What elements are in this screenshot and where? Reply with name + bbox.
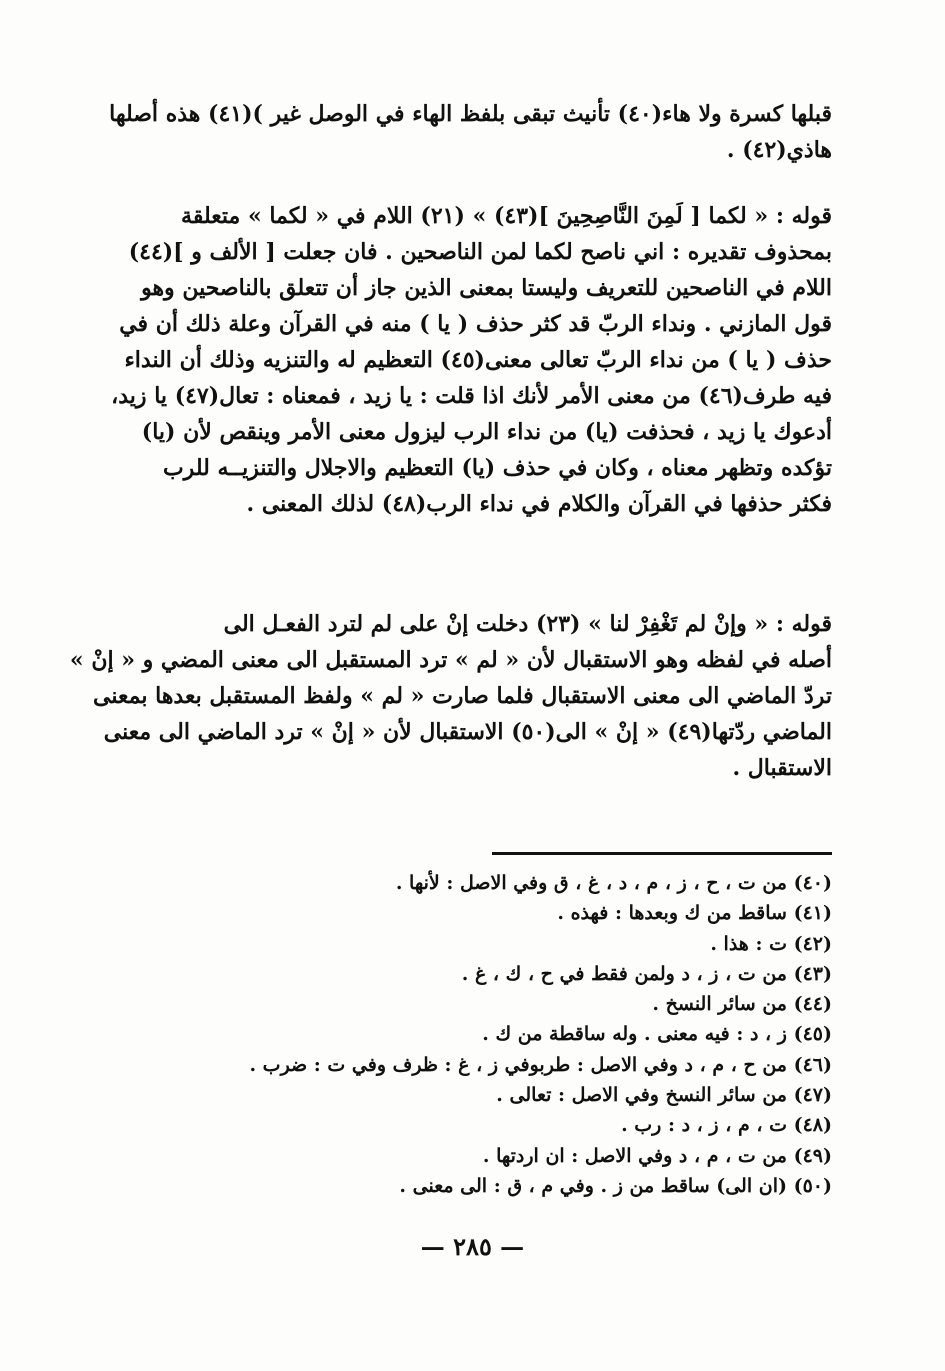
text-line: الاستقبال . (732, 755, 832, 781)
text-line: أصله في لفظه وهو الاستقبال لأن « لم » ترد المستقبل الى معنى المضي و « إنْ » (69, 647, 832, 673)
footnote: (٤٠) من ت ، ح ، ز ، م ، د ، غ ، ق وفي الاصل : لأنها . (395, 872, 832, 894)
text-line: هاذي(٤٢) . (726, 137, 832, 163)
text-line: فكثر حذفها في القرآن والكلام في نداء الرب(٤٨) لذلك المعنى . (246, 491, 832, 517)
footnote: (٤٢) ت : هذا . (710, 932, 832, 955)
footnotes (130, 868, 832, 1201)
text-line: أدعوك يا زيد ، فحذفت (يا) من نداء الرب ليزول معنى الأمر وينقص لأن (يا) (141, 419, 832, 445)
footnote: (٤٦) من ح ، م ، د وفي الاصل : طربوفي ز ، غ : ظرف وفي ت : ضرب . (249, 1053, 832, 1076)
paragraph-3 (69, 606, 832, 786)
footnote: (٥٠) (ان الى) ساقط من ز . وفي م ، ق : الى معنى . (399, 1174, 832, 1197)
text-line: قوله : « وإنْ لم تَغْفِرْ لنا » (٢٣) دخلت إنْ على لم لترد الفعـل الى (223, 611, 832, 637)
paragraph-2 (111, 198, 832, 522)
text-line: حذف ( يا ) من نداء الربّ تعالى معنى(٤٥) التعظيم له والتنزيه وذلك أن النداء (124, 347, 832, 373)
footnote: (٤٥) ز ، د : فيه معنى . وله ساقطة من ك . (482, 1023, 832, 1046)
footnote-divider (492, 852, 832, 855)
text-line: قبلها كسرة ولا هاء(٤٠) تأنيث تبقى بلفظ الهاء في الوصل غير )(٤١) هذه أصلها (109, 101, 832, 127)
page-number: — ٢٨٥ — (420, 1232, 525, 1261)
text-line: فيه طرف(٤٦) من معنى الأمر لأنك اذا قلت : يا زيد ، فمعناه : تعال(٤٧) يا زيد، (111, 383, 832, 409)
footnote: (٤٩) من ت ، م ، د وفي الاصل : ان اردتها . (482, 1144, 832, 1167)
footnote: (٤٧) من سائر النسخ وفي الاصل : تعالى . (496, 1084, 832, 1107)
footnote: (٤٤) من سائر النسخ . (652, 993, 832, 1016)
paragraph-1 (109, 96, 832, 168)
text-line: الماضي ردّتها(٤٩) « إنْ » الى(٥٠) الاستقبال لأن « إنْ » ترد الماضي الى معنى (103, 719, 832, 745)
text-line: تؤكده وتظهر معناه ، وكان في حذف (يا) التعظيم والاجلال والتنزيــه للرب (162, 455, 832, 481)
footnote: (٤٣) من ت ، ز ، د ولمن فقط في ح ، ك ، غ . (461, 962, 832, 985)
text-line: قوله : « لكما [ لَمِنَ النَّاصِحِينَ ](٤٣) » (٢١) اللام في « لكما » متعلقة (181, 203, 832, 229)
footnote: (٤٨) ت ، م ، ز ، د : رب . (621, 1114, 832, 1137)
text-line: بمحذوف تقديره : اني ناصح لكما لمن الناصحين . فان جعلت [ الألف و ](٤٤) (128, 239, 832, 265)
text-line: تردّ الماضي الى معنى الاستقبال فلما صارت « لم » ولفظ المستقبل بعدها بمعنى (93, 683, 832, 709)
text-line: اللام في الناصحين للتعريف وليستا بمعنى الذين جاز أن تتعلق بالناصحين وهو (141, 275, 832, 301)
footnote: (٤١) ساقط من ك وبعدها : فهذه . (557, 902, 832, 925)
text-line: قول المازني . ونداء الربّ قد كثر حذف ( يا ) منه في القرآن وعلة ذلك أن في (119, 311, 832, 337)
